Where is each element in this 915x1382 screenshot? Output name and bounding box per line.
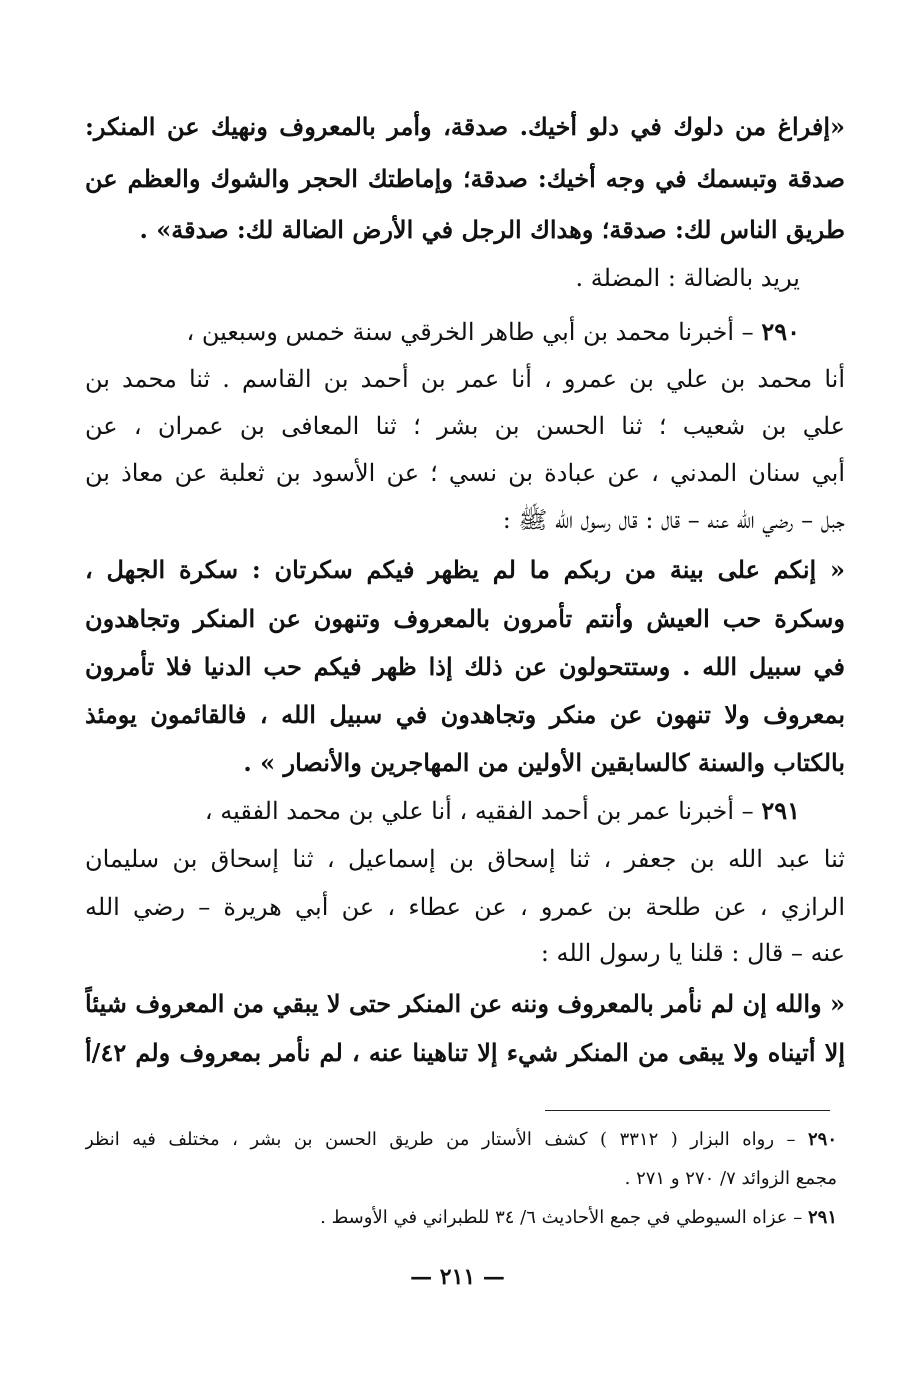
footnote-290-line-1: [85, 1124, 837, 1156]
hadith-290-isnad-line-3: علي بن شعيب ؛ ثنا الحسن بن بشر ؛ ثنا المعافى بن عمران ، عن: [85, 412, 845, 440]
hadith-290-matn-line-3: في سبيل الله . وستتحولون عن ذلك إذا ظهر فيكم حب الدنيا فلا تأمرون: [85, 652, 845, 681]
hadith-291-isnad-line-2: ثنا عبد الله بن جعفر ، ثنا إسحاق بن إسماعيل ، ثنا إسحاق بن سليمان: [85, 845, 845, 873]
footnote-291-text-1: – عزاه السيوطي في جمع الأحاديث ٦/ ٣٤ للطبراني في الأوسط .: [320, 1207, 803, 1228]
hadith-290-isnad-line-5: جبل – رضي الله عنه – قال : قال رسول الله ﷺ :: [502, 506, 845, 534]
hadith-289-line-3: طريق الناس لك: صدقة؛ وهداك الرجل في الأرض الضالة لك: صدقة» .: [139, 215, 845, 244]
hadith-291-isnad-line-1: [85, 789, 800, 833]
hadith-289-line-1: «إفراغ من دلوك في دلو أخيك. صدقة، وأمر بالمعروف ونهيك عن المنكر:: [85, 112, 845, 141]
hadith-291-matn-line-2: [85, 1031, 845, 1075]
footnote-290-number: ٢٩٠: [807, 1129, 837, 1150]
page-number: — ٢١١ —: [410, 1264, 505, 1290]
hadith-290-isnad-line-4: أبي سنان المدني ، عن عبادة بن نسي ؛ عن الأسود بن ثعلبة عن معاذ بن: [85, 459, 845, 487]
hadith-290-number: ٢٩٠: [761, 317, 800, 346]
hadith-291-number: ٢٩١: [761, 796, 800, 825]
hadith-290-isnad-line-1: [85, 310, 800, 354]
hadith-291-matn-text-2: إلا أتيناه ولا يبقى من المنكر شيء إلا تناهينا عنه ، لم نأمر بمعروف ولم: [135, 1038, 845, 1067]
folio-marker: ٤٢/أ: [85, 1038, 127, 1067]
footnote-290-text-1: – رواه البزار ( ٣٣١٢ ) كشف الأستار من طريق الحسن بن بشر ، مختلف فيه انظر: [85, 1129, 796, 1150]
footnote-separator: [545, 1110, 830, 1111]
hadith-291-isnad-line-3: الرازي ، عن طلحة بن عمرو ، عن عطاء ، عن أبي هريرة – رضي الله: [85, 893, 845, 921]
hadith-290-isnad-text-1: – أخبرنا محمد بن أبي طاهر الخرقي سنة خمس وسبعين ،: [186, 318, 754, 346]
hadith-290-matn-line-4: بمعروف ولا تنهون عن منكر وتجاهدون في سبيل الله ، فالقائمون يومئذ: [85, 700, 845, 729]
hadith-291-isnad-line-4: عنه – قال : قلنا يا رسول الله :: [540, 939, 845, 967]
footnote-291-number: ٢٩١: [807, 1207, 837, 1228]
footnote-291-line-1: [85, 1202, 837, 1234]
hadith-291-matn-line-1: « والله إن لم نأمر بالمعروف وننه عن المنكر حتى لا يبقي من المعروف شيئاً: [85, 989, 845, 1018]
hadith-290-isnad-line-2: أنا محمد بن علي بن عمرو ، أنا عمر بن أحمد بن القاسم . ثنا محمد بن: [85, 365, 845, 393]
hadith-290-matn-line-1: « إنكم على بينة من ربكم ما لم يظهر فيكم سكرتان : سكرة الجهل ،: [85, 555, 845, 584]
footnote-290-line-2: مجمع الزوائد ٧/ ٢٧٠ و ٢٧١ .: [624, 1168, 837, 1189]
hadith-291-isnad-text-1: – أخبرنا عمر بن أحمد الفقيه ، أنا علي بن محمد الفقيه ،: [204, 797, 754, 825]
hadith-290-matn-line-5: بالكتاب والسنة كالسابقين الأولين من المهاجرين والأنصار » .: [243, 748, 845, 777]
gloss-line: يريد بالضالة : المضلة .: [575, 264, 800, 292]
hadith-290-matn-line-2: وسكرة حب العيش وأنتم تأمرون بالمعروف وتنهون عن المنكر وتجاهدون: [85, 604, 845, 633]
hadith-289-line-2: صدقة وتبسمك في وجه أخيك: صدقة؛ وإماطتك الحجر والشوك والعظم عن: [85, 164, 845, 193]
